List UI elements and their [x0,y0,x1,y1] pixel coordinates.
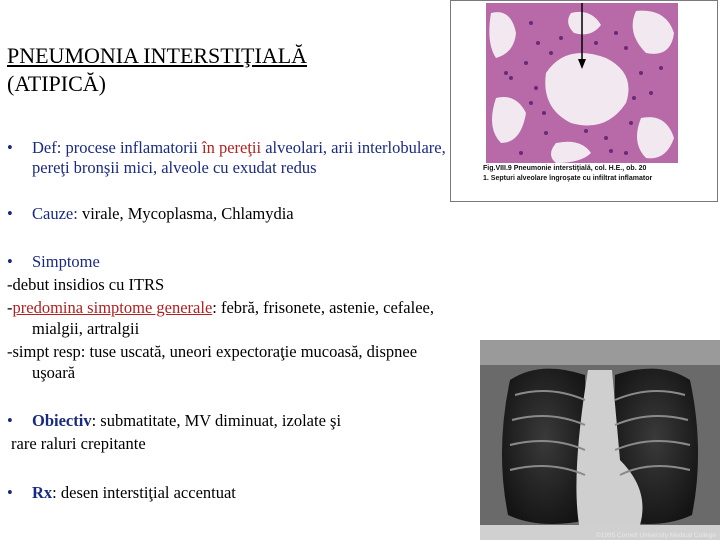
bullet-marker: • [7,411,13,430]
chest-xray [480,340,720,540]
title-line-1: PNEUMONIA INTERSTIŢIALĂ [7,43,308,68]
simptome-general-rest: : febră, frisonete, astenie, cefalee, [212,298,434,317]
bullet-marker: • [7,252,13,271]
histology-figure [450,0,718,202]
def-highlight: în pereţii [201,138,262,157]
obiectiv-line-2: rare raluri crepitante [11,434,146,453]
def-text-b: alveolari, arii interlobulare, [261,138,446,157]
simptome-line-1: -debut insidios cu ITRS [7,275,165,294]
bullet-obiectiv [7,410,341,431]
cauze-text: virale, Mycoplasma, Chlamydia [77,204,294,223]
bullet-marker: • [7,204,13,223]
histology-caption [483,164,715,184]
simptome-line-2 [7,297,434,318]
def-text-a: procese inflamatorii [61,138,202,157]
simptome-line-5: uşoară [32,363,76,382]
obiectiv-text: : submatitate, MV diminuat, izolate şi [91,411,342,430]
title-line-2: (ATIPICĂ) [7,71,106,96]
bullet-rx [7,482,236,503]
slide-title [7,42,447,98]
caption-line-1: Fig.VIII.9 Pneumonie interstiţială, col. H.E., ob. 20 [483,165,647,172]
simptome-line-4: -simpt resp: tuse uscată, uneori expectoraţie mucoasă, dispnee [7,342,418,361]
obiectiv-label: Obiectiv [32,411,92,430]
rx-label: Rx [32,483,53,502]
simptome-label: Simptome [32,252,100,271]
histology-micrograph [486,3,678,163]
cauze-label: Cauze: [32,204,78,223]
rx-text: : desen interstiţial accentuat [52,483,236,502]
chest-xray-image [480,340,720,540]
bullet-marker: • [7,138,13,157]
xray-credit: ©1995 Cornell University Medical College [595,532,716,539]
def-line-2: pereţi bronşii mici, alveole cu exudat redus [32,158,317,177]
bullet-cauze [7,203,294,224]
simptome-line-3: mialgii, artralgii [32,319,140,338]
def-label: Def: [32,138,62,157]
bullet-def [7,137,446,158]
caption-line-2: 1. Septuri alveolare îngroşate cu infiltrat inflamator [483,175,653,182]
simptome-dash: - [7,298,13,317]
simptome-general-highlight: predomina simptome generale [12,298,213,317]
bullet-simptome [7,251,100,272]
bullet-marker: • [7,483,13,502]
